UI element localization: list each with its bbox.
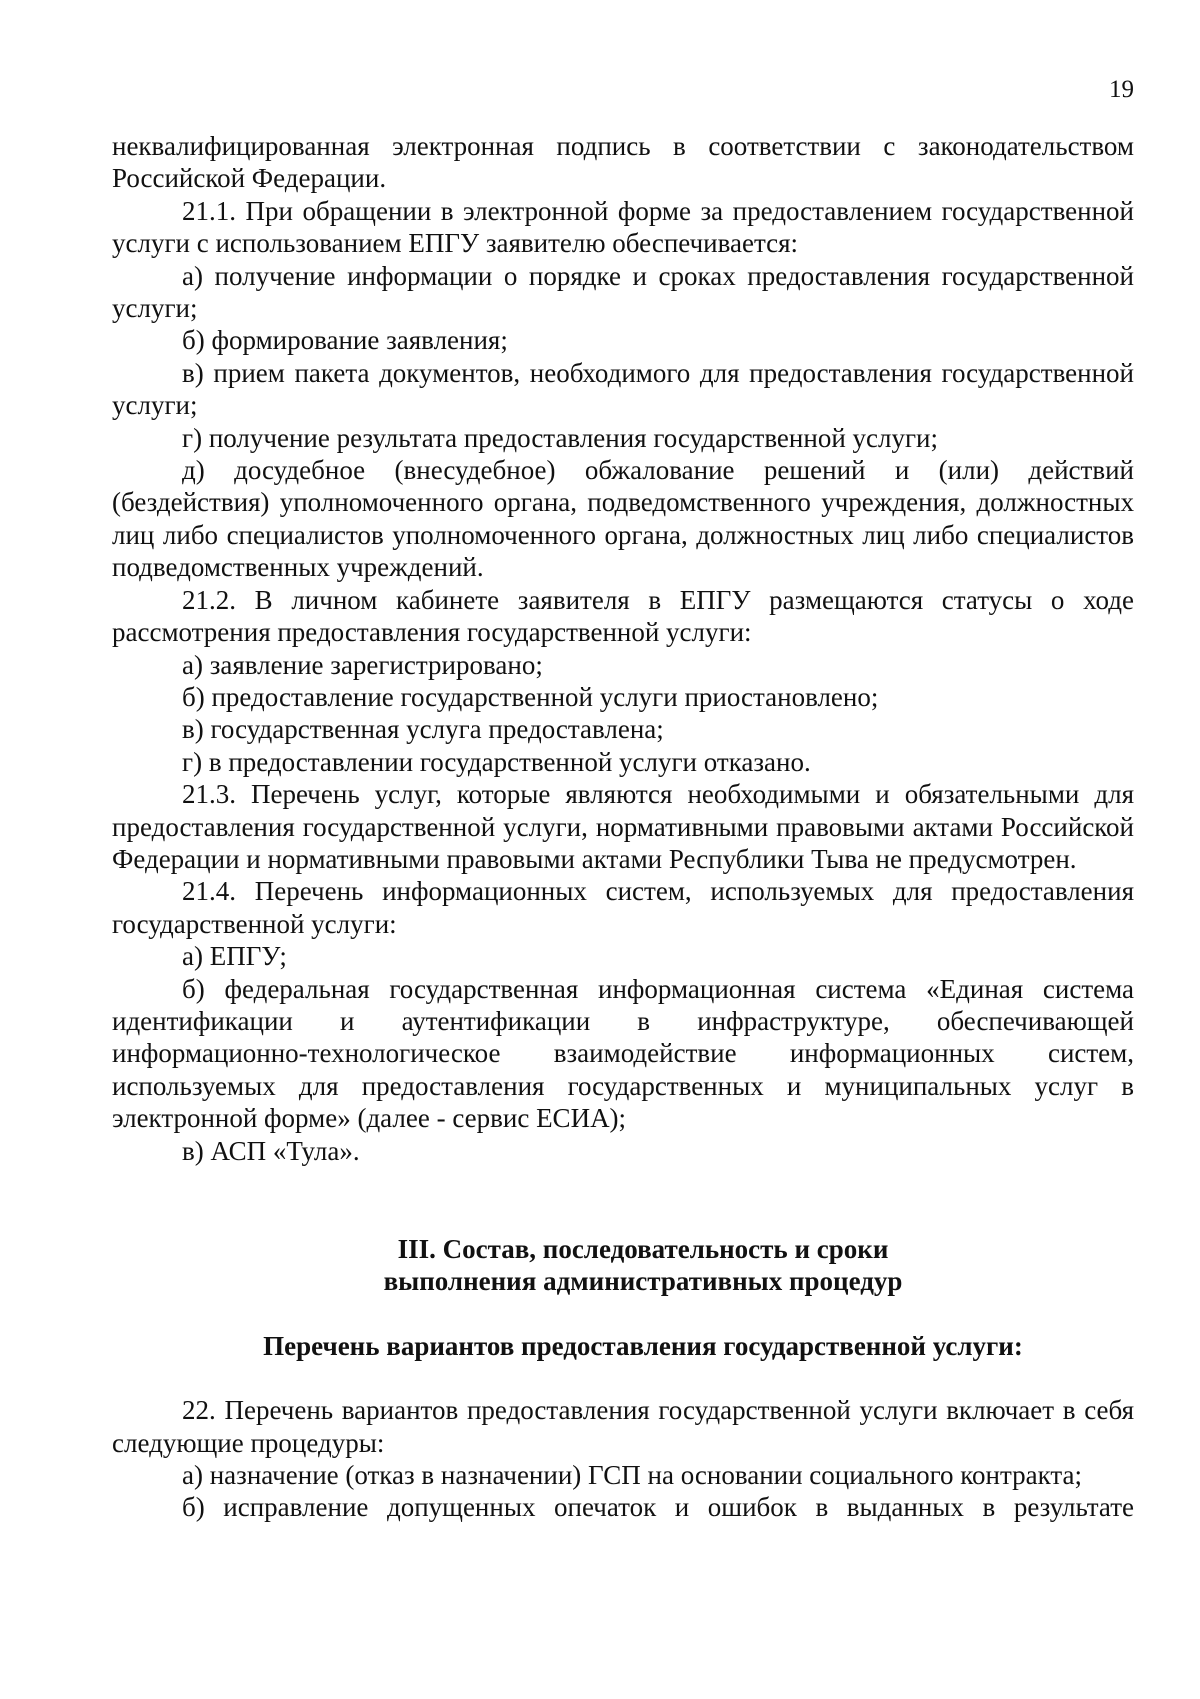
list-item-21-4-v: в) АСП «Тула». — [182, 1135, 360, 1166]
section-spacer — [112, 1167, 1134, 1233]
list-item-21-1-g: г) получение результата предоставления государственной услуги; — [182, 422, 938, 453]
page-number: 19 — [1109, 76, 1134, 103]
paragraph-21-3: 21.3. Перечень услуг, которые являются необходимыми и обязательными для предоставления государственной услуги, нормативными правовыми актами Российской Федерации и нормативными правовыми актами Республики Тыва не предусмотрен. — [112, 779, 1134, 874]
paragraph-21-2: 21.2. В личном кабинете заявителя в ЕПГУ размещаются статусы о ходе рассмотрения предоставления государственной услуги: — [112, 584, 1134, 648]
list-item-21-2-b: б) предоставление государственной услуги приостановлено; — [182, 681, 879, 712]
section-heading-line-2: выполнения административных процедур — [383, 1266, 903, 1297]
document-body — [112, 130, 1134, 1524]
list-item-21-2-a: а) заявление зарегистрировано; — [182, 649, 543, 680]
list-item-21-4-b: б) федеральная государственная информационная система «Единая система идентификации и аутентификации в инфраструктуре, обеспечивающей информационно-технологическое взаимодействие информационных систем, используемых для предоставления государственных и муниципальных услуг в электронной форме» (далее - сервис ЕСИА); — [112, 973, 1134, 1134]
list-item-21-1-d: д) досудебное (внесудебное) обжалование решений и (или) действий (бездействия) уполномоченного органа, подведомственного учреждения, должностных лиц либо специалистов уполномоченного органа, должностных лиц либо специалистов подведомственных учреждений. — [112, 455, 1134, 583]
list-item-21-1-b: б) формирование заявления; — [182, 325, 508, 356]
paragraph-signature-continuation: неквалифицированная электронная подпись в соответствии с законодательством Российской Федерации. — [112, 131, 1134, 194]
list-item-21-1-a: а) получение информации о порядке и сроках предоставления государственной услуги; — [112, 260, 1134, 324]
list-item-21-4-a: а) ЕПГУ; — [182, 941, 287, 972]
list-item-21-1-v: в) прием пакета документов, необходимого для предоставления государственной услуги; — [112, 357, 1134, 421]
paragraph-21-1: 21.1. При обращении в электронной форме за предоставлением государственной услуги с использованием ЕПГУ заявителю обеспечивается: — [112, 195, 1134, 259]
list-item-21-2-g: г) в предоставлении государственной услуги отказано. — [182, 746, 811, 777]
paragraph-22: 22. Перечень вариантов предоставления государственной услуги включает в себя следующие процедуры: — [112, 1395, 1134, 1458]
subheading-spacer — [112, 1298, 1134, 1330]
list-item-22-a: а) назначение (отказ в назначении) ГСП на основании социального контракта; — [182, 1460, 1082, 1491]
section-subheading: Перечень вариантов предоставления государственной услуги: — [263, 1330, 1023, 1361]
list-item-22-b: б) исправление допущенных опечаток и ошибок в выданных в результате — [182, 1492, 1134, 1523]
paragraph-21-4: 21.4. Перечень информационных систем, используемых для предоставления государственной услуги: — [112, 876, 1134, 939]
paragraph-spacer — [112, 1362, 1134, 1394]
list-item-21-2-v: в) государственная услуга предоставлена; — [182, 714, 664, 745]
section-heading-line-1: III. Состав, последовательность и сроки — [397, 1234, 889, 1264]
